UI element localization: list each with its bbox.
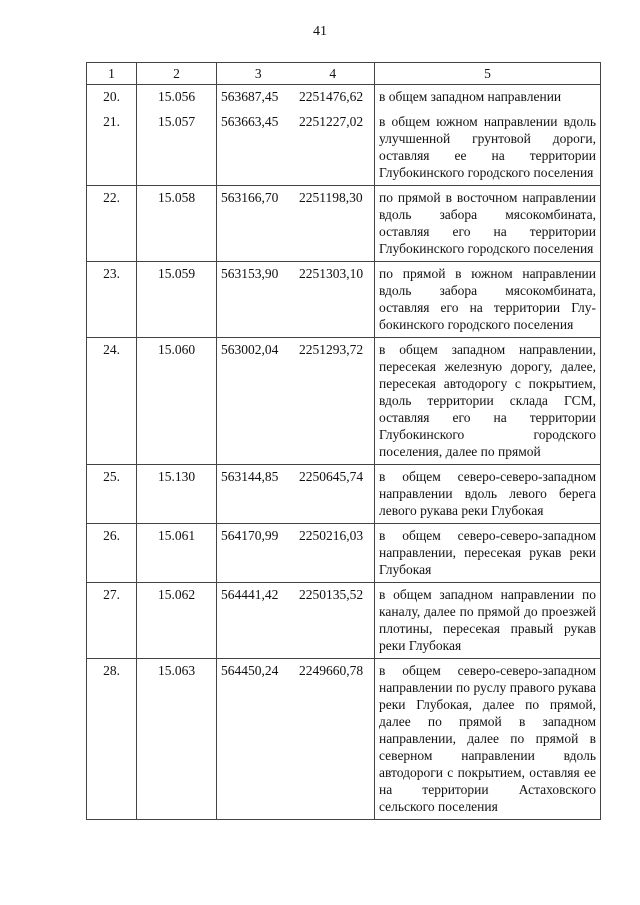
coordinates-cell bbox=[217, 659, 375, 820]
coordinates-cell bbox=[217, 111, 375, 186]
direction-description: в общем западном направлении, пересекая железную дорогу, далее, пересекая автодорогу с покрытием, вдоль территории склада ГСМ, оставляя его на территории Глубокинского городского поселения, далее по прямой bbox=[375, 338, 601, 465]
table-row bbox=[87, 338, 601, 465]
point-id: 15.063 bbox=[137, 659, 217, 820]
coord-y: 2250645,74 bbox=[299, 469, 364, 484]
coord-x: 563663,45 bbox=[221, 114, 279, 129]
row-number: 26. bbox=[87, 524, 137, 583]
coord-x: 563002,04 bbox=[221, 342, 279, 357]
table-row bbox=[87, 583, 601, 659]
coordinates-cell bbox=[217, 262, 375, 338]
header-col-4: 4 bbox=[329, 66, 337, 81]
point-id: 15.056 bbox=[137, 85, 217, 112]
direction-description: по прямой в восточном направлении вдоль забора мясокомбината, оставляя его на территории Глубокинского городского поселения bbox=[375, 186, 601, 262]
row-number: 24. bbox=[87, 338, 137, 465]
table-row bbox=[87, 465, 601, 524]
coord-x: 564170,99 bbox=[221, 528, 279, 543]
row-number: 21. bbox=[87, 111, 137, 186]
coordinates-cell bbox=[217, 186, 375, 262]
coord-y: 2251476,62 bbox=[299, 89, 364, 104]
row-number: 28. bbox=[87, 659, 137, 820]
point-id: 15.059 bbox=[137, 262, 217, 338]
coord-x: 563166,70 bbox=[221, 190, 279, 205]
coord-y: 2251198,30 bbox=[299, 190, 363, 205]
coord-y: 2249660,78 bbox=[299, 663, 364, 678]
coord-x: 563144,85 bbox=[221, 469, 279, 484]
direction-description: в общем южном направлении вдоль улучшенной грунтовой дороги, оставляя ее на территории Глубокинского городского поселения bbox=[375, 111, 601, 186]
table-header-row bbox=[87, 63, 601, 85]
point-id: 15.130 bbox=[137, 465, 217, 524]
point-id: 15.061 bbox=[137, 524, 217, 583]
point-id: 15.057 bbox=[137, 111, 217, 186]
coordinates-cell bbox=[217, 465, 375, 524]
direction-description: в общем западном направлении по каналу, далее по прямой до проезжей плотины, пересекая правый рукав реки Глубокая bbox=[375, 583, 601, 659]
point-id: 15.060 bbox=[137, 338, 217, 465]
coord-y: 2250216,03 bbox=[299, 528, 364, 543]
coordinates-cell bbox=[217, 583, 375, 659]
header-col-1: 1 bbox=[87, 63, 137, 85]
table-row bbox=[87, 524, 601, 583]
direction-description: по прямой в южном направлении вдоль забора мясокомбината, оставляя его на территории Глубокинского городского поселения bbox=[375, 262, 601, 338]
coordinates-cell bbox=[217, 524, 375, 583]
direction-description: в общем северо-северо-западном направлении вдоль левого берега левого рукава реки Глубокая bbox=[375, 465, 601, 524]
row-number: 23. bbox=[87, 262, 137, 338]
coord-x: 564450,24 bbox=[221, 663, 279, 678]
coord-x: 563153,90 bbox=[221, 266, 279, 281]
table-row bbox=[87, 85, 601, 112]
row-number: 27. bbox=[87, 583, 137, 659]
header-col-5: 5 bbox=[375, 63, 601, 85]
coord-x: 564441,42 bbox=[221, 587, 279, 602]
row-number: 20. bbox=[87, 85, 137, 112]
coord-y: 2251293,72 bbox=[299, 342, 364, 357]
direction-description: в общем северо-северо-западном направлении по руслу правого рукава реки Глубокая, далее по прямой, далее по прямой в западном направлении, далее по прямой в северном направлении вдоль автодороги с покрытием, оставляя ее на территории Астаховского сельского поселения bbox=[375, 659, 601, 820]
coord-y: 2250135,52 bbox=[299, 587, 364, 602]
direction-description: в общем западном направлении bbox=[375, 85, 601, 112]
point-id: 15.062 bbox=[137, 583, 217, 659]
coord-y: 2251227,02 bbox=[299, 114, 364, 129]
table-row bbox=[87, 659, 601, 820]
page-number: 41 bbox=[313, 24, 327, 39]
coord-x: 563687,45 bbox=[221, 89, 279, 104]
row-number: 22. bbox=[87, 186, 137, 262]
table-row bbox=[87, 262, 601, 338]
table-row bbox=[87, 111, 601, 186]
row-number: 25. bbox=[87, 465, 137, 524]
header-col-3-4 bbox=[217, 63, 375, 85]
direction-description: в общем северо-северо-западном направлении, пересекая рукав реки Глубокая bbox=[375, 524, 601, 583]
coordinates-cell bbox=[217, 338, 375, 465]
point-id: 15.058 bbox=[137, 186, 217, 262]
coordinates-cell bbox=[217, 85, 375, 112]
table-row bbox=[87, 186, 601, 262]
header-col-3: 3 bbox=[254, 66, 262, 81]
boundary-points-table bbox=[86, 62, 601, 820]
header-col-2: 2 bbox=[137, 63, 217, 85]
coord-y: 2251303,10 bbox=[299, 266, 364, 281]
